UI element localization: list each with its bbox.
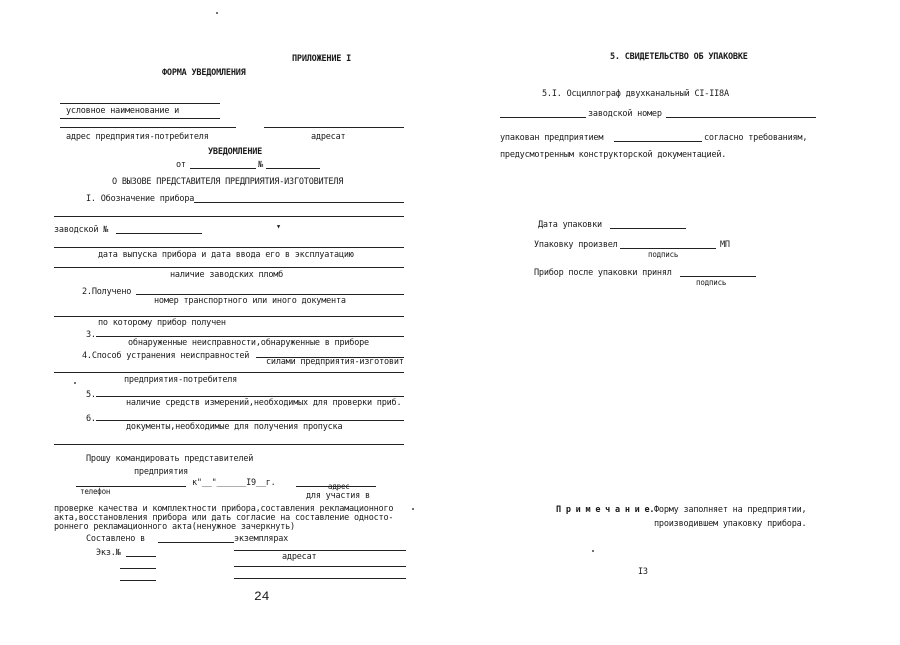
- instruments-label: наличие средств измерений,необходимых для проверки приб.: [126, 398, 402, 408]
- item-6-label: 6.: [86, 414, 96, 424]
- appendix-label: ПРИЛОЖЕНИЕ I: [292, 54, 352, 64]
- by-manufacturer-label: силами предприятия-изготовит: [266, 357, 404, 367]
- for-participation-label: для участия в: [306, 491, 370, 501]
- item-2-label: 2.Получено: [82, 287, 132, 297]
- item-3-label: 3.: [86, 330, 96, 340]
- serial-label: заводской №: [54, 225, 109, 235]
- consumer-line: [54, 372, 404, 373]
- instruments-line: [96, 396, 404, 397]
- address-line-3: [234, 578, 406, 579]
- packed-by-label: Упаковку произвел: [534, 240, 618, 250]
- mp-label: МП: [720, 240, 730, 250]
- serial-field: [116, 233, 202, 234]
- signature-label-1: подпись: [648, 250, 679, 259]
- packed-line-2: предусмотренным конструкторской документацией.: [500, 150, 727, 160]
- copy-line-3: [120, 580, 156, 581]
- consumer-label: предприятия-потребителя: [124, 375, 238, 385]
- section-title: 5. СВИДЕТЕЛЬСТВО ОБ УПАКОВКЕ: [610, 52, 748, 62]
- speck: [216, 12, 218, 14]
- copy-line-2: [120, 568, 156, 569]
- name-underline: [60, 118, 220, 119]
- speck: [592, 550, 594, 552]
- signature-label-2: подпись: [696, 278, 727, 287]
- note-line-1: Форму заполняет на предприятии,: [654, 505, 807, 515]
- compiled-count-field: [158, 542, 234, 543]
- serial-field-left: [500, 117, 586, 118]
- address-small-label: адрес: [328, 482, 350, 491]
- number-field: [266, 168, 320, 169]
- faults-line: [96, 336, 404, 337]
- copy-number-field: [126, 556, 156, 557]
- accepted-by-label: Прибор после упаковки принял: [534, 268, 672, 278]
- seals-line: [54, 267, 404, 268]
- from-label: от: [176, 160, 186, 170]
- device-designation-field: [194, 202, 404, 203]
- transport-doc-label: номер транспортного или иного документа: [154, 296, 346, 306]
- packer-field: [614, 141, 702, 142]
- serial-number-label: заводской номер: [588, 109, 662, 119]
- accepted-by-field: [680, 276, 756, 277]
- faults-label: обнаруженные неисправности,обнаруженные в приборе: [128, 338, 369, 348]
- copy-number-label: Экз.№: [96, 548, 121, 558]
- request-label: Прошу командировать представителей: [86, 454, 254, 464]
- packed-line-1a: упакован предприятием: [500, 133, 604, 143]
- serial-field-right: [666, 117, 816, 118]
- name-label: условное наименование и: [66, 106, 180, 116]
- number-sign: №: [258, 160, 263, 170]
- item-1-label: I. Обозначение прибора: [86, 194, 195, 204]
- packed-line-1b: согласно требованиям,: [704, 133, 808, 143]
- device-designation-line: [54, 216, 404, 217]
- packed-by-field: [620, 248, 716, 249]
- enterprise-label: предприятия: [134, 467, 189, 477]
- addressee-label: адресат: [311, 132, 346, 142]
- seals-label: наличие заводских пломб: [170, 270, 284, 280]
- item-5-label: 5.: [86, 390, 96, 400]
- documents-line: [96, 420, 404, 421]
- name-line: [60, 103, 220, 104]
- pack-date-label: Дата упаковки: [538, 220, 602, 230]
- address-line-2: [234, 566, 406, 567]
- notice-title: УВЕДОМЛЕНИЕ: [208, 147, 263, 157]
- addressee2-label: адресат: [282, 552, 317, 562]
- received-field: [136, 294, 404, 295]
- note-line-2: производившем упаковку прибора.: [654, 519, 807, 529]
- compiled-in-label: Составлено в: [86, 534, 146, 544]
- speck: [412, 508, 414, 510]
- paragraph-line-3: роннего рекламационного акта(ненужное зачеркнуть): [54, 522, 295, 532]
- copies-label: экземплярах: [234, 534, 289, 544]
- pack-date-field: [610, 228, 686, 229]
- page-number: 24: [254, 589, 270, 604]
- documents-extra-line: [54, 444, 404, 445]
- received-by-label: по которому прибор получен: [98, 318, 226, 328]
- address-label: адрес предприятия-потребителя: [66, 132, 209, 142]
- documents-label: документы,необходимые для получения пропуска: [126, 422, 343, 432]
- mark-glyph: ▾: [276, 222, 281, 232]
- summons-title: О ВЫЗОВЕ ПРЕДСТАВИТЕЛЯ ПРЕДПРИЯТИЯ-ИЗГОТОВИТЕЛЯ: [112, 177, 344, 187]
- item-label: 5.I. Осциллограф двухканальный CI-II8A: [542, 89, 729, 99]
- received-by-line: [54, 316, 404, 317]
- date-line: к"__"______I9__г.: [192, 478, 276, 488]
- date-field: [190, 168, 256, 169]
- addressee-line: [264, 127, 404, 128]
- note-label: П р и м е ч а н и е.: [556, 505, 655, 515]
- item-4-label: 4.Способ устранения неисправностей: [82, 351, 250, 361]
- page-number: I3: [638, 567, 648, 577]
- phone-label: телефон: [80, 487, 111, 496]
- release-line: [54, 247, 404, 248]
- release-date-label: дата выпуска прибора и дата ввода его в эксплуатацию: [98, 250, 354, 260]
- address-line: [60, 127, 236, 128]
- form-title: ФОРМА УВЕДОМЛЕНИЯ: [162, 68, 246, 78]
- right-page: [450, 0, 900, 645]
- paragraph-line-2: акта,восстановления прибора или дать согласие на составление односто-: [54, 513, 394, 523]
- addressee2-line: [234, 550, 406, 551]
- paragraph-line-1: проверке качества и комплектности прибора,составления рекламационного: [54, 504, 394, 514]
- speck: [74, 382, 76, 384]
